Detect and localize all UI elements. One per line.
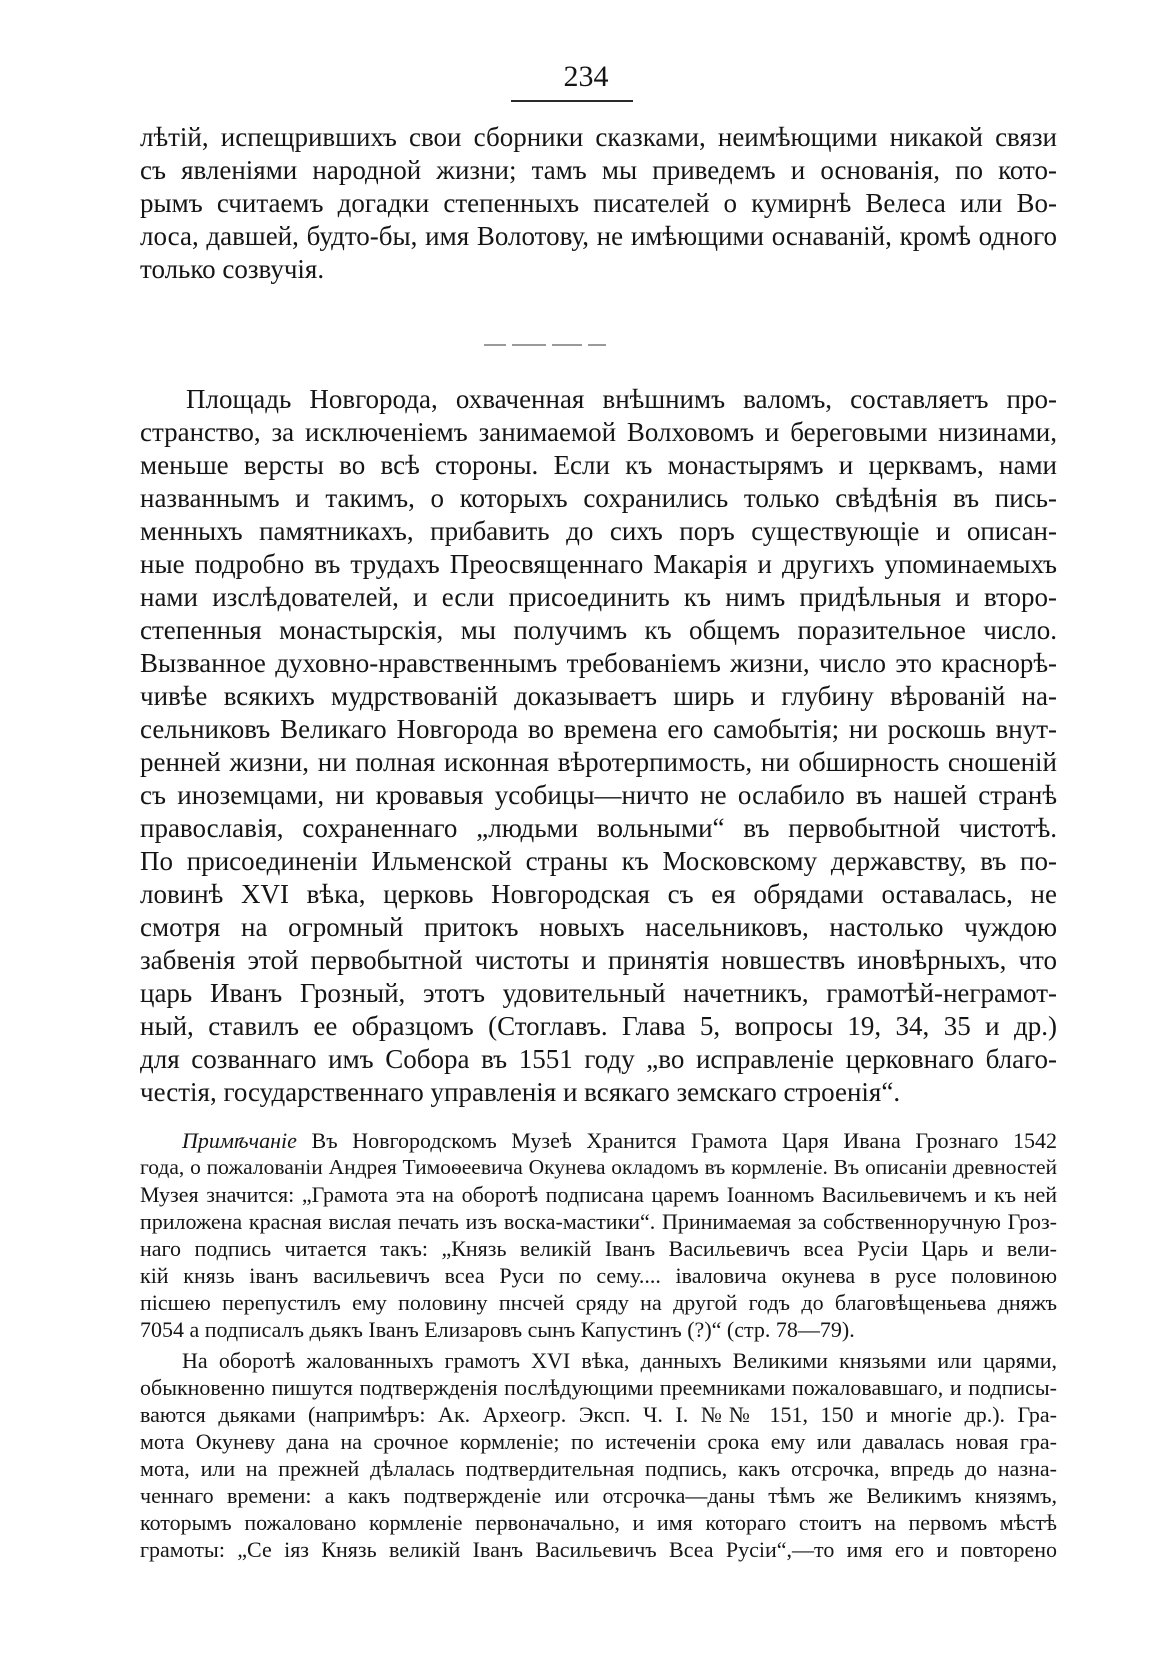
text-line: только созвучія. [140, 254, 325, 284]
footnote-line: которымъ пожаловано кормленіе первоначально, и имя котораго стоитъ на первомъ мѣстѣ [140, 1510, 1057, 1535]
text-line: ные подробно въ трудахъ Преосвященнаго Макарія и другихъ упоминаемыхъ [140, 549, 1057, 579]
footnote-line: года, о пожалованіи Андрея Тимоѳеевича Окунева окладомъ въ кормленіе. Въ описаніи древностей [140, 1155, 1057, 1179]
text-line: забвенія этой первобытной чистоты и принятія новшествъ иновѣрныхъ, что [140, 945, 1057, 975]
text-line: православія, сохраненнаго „людьми вольными“ въ первобытной чистотѣ. [140, 813, 1057, 843]
footnote-line: 7054 а подписалъ дьякъ Іванъ Елизаровъ сынъ Капустинъ (?)“ (стр. 78—79). [140, 1317, 855, 1342]
text-line: ренней жизни, ни полная исконная вѣротерпимость, ни обширность сношеній [140, 747, 1057, 777]
text-line: рымъ считаемъ догадки степенныхъ писателей о кумирнѣ Велеса или Во- [140, 188, 1057, 218]
text-line: Вызванное духовно-нравственнымъ требованіемъ жизни, число это краснорѣ- [140, 648, 1057, 678]
text-line: съ иноземцами, ни кровавыя усобицы—ничто не ослабило въ нашей странѣ [140, 780, 1057, 810]
text-line: честія, государственнаго управленія и всякаго земскаго строенія“. [140, 1077, 901, 1107]
text-line: названнымъ и такимъ, о которыхъ сохранились только свѣдѣнія въ пись- [140, 483, 1057, 513]
text-line: нами изслѣдователей, и если присоединить къ нимъ придѣльныя и второ- [140, 582, 1057, 612]
text-line: лоса, давшей, будто-бы, имя Волотову, не имѣющими оснаваній, кромѣ одного [140, 221, 1057, 251]
footnote-label: Примѣчаніе [182, 1128, 297, 1153]
footnote-line: грамоты: „Се іяз Князь великій Іванъ Васильевичъ Всеа Русіи“,—то имя его и повторено [140, 1537, 1057, 1562]
text-line: Площадь Новгорода, охваченная внѣшнимъ валомъ, составляетъ про- [186, 384, 1057, 414]
text-line: царь Иванъ Грозный, этотъ удовительный начетникъ, грамотѣй-неграмот- [140, 978, 1057, 1008]
text-line: лѣтій, испещрившихъ свои сборники сказками, неимѣющими никакой связи [140, 122, 1057, 152]
footnote-line: мота, или на прежней дѣлалась подтвердительная подпись, какъ отсрочка, впредь до назна- [140, 1456, 1057, 1481]
footnote-line: ваются дьяками (напримѣръ: Ак. Археогр. Эксп. Ч. I. №№ 151, 150 и многіе др.). Гра- [140, 1402, 1057, 1427]
footnote-line: кій князь іванъ васильевичъ всеа Руси по сему.... іваловича окунева в русе половиною [140, 1263, 1057, 1288]
footnote-line: обыкновенно пишутся подтвержденія послѣдующими преемниками пожаловавшаго, и подписы- [140, 1375, 1057, 1400]
text-line: для созваннаго имъ Собора въ 1551 году „во исправленіе церковнаго благо- [140, 1044, 1057, 1074]
footnote-line: На оборотѣ жалованныхъ грамотъ XVI вѣка, данныхъ Великими князьями или царями, [182, 1348, 1057, 1373]
footnote-line: наго подпись читается такъ: „Князь великій Іванъ Васильевичъ всеа Русіи Царь и вели- [140, 1236, 1057, 1261]
text-line: съ явленіями народной жизни; тамъ мы приведемъ и основанія, по кото- [140, 155, 1057, 185]
text-line: чивѣе всякихъ мудрствованій доказываетъ ширь и глубину вѣрованій на- [140, 681, 1057, 711]
text-line: смотря на огромный притокъ новыхъ насельниковъ, настолько чуждою [140, 912, 1057, 942]
text-line: ловинѣ XVI вѣка, церковь Новгородская съ ея обрядами оставалась, не [140, 879, 1057, 909]
footnote-line: ченнаго времени: а какъ подтвержденіе или отсрочка—даны тѣмъ же Великимъ князямъ, [140, 1483, 1057, 1508]
text-line: меньше версты во всѣ стороны. Если къ монастырямъ и церквамъ, нами [140, 450, 1057, 480]
footnote-first-line [182, 1128, 1057, 1154]
footnote-line: Музея значится: „Грамота эта на оборотѣ подписана царемъ Іоанномъ Васильевичемъ и къ ней [140, 1182, 1057, 1207]
text-line: сельниковъ Великаго Новгорода во времена его самобытія; ни роскошь внут- [140, 714, 1057, 744]
footnote-text: Въ Новгородскомъ Музеѣ Хранится Грамота Царя Ивана Грознаго 1542 [311, 1128, 1058, 1153]
section-separator [0, 340, 1172, 350]
text-line: странство, за исключеніемъ занимаемой Волховомъ и береговыми низинами, [140, 417, 1057, 447]
footnote-line: приложена красная вислая печать изъ воска-мастики“. Принимаемая за собственноручную Гроз- [140, 1209, 1057, 1234]
footnote-line: мота Окуневу дана на срочное кормленіе; по истеченіи срока ему или давалась новая гра- [140, 1429, 1057, 1454]
text-line: степенныя монастырскія, мы получимъ къ общемъ поразительное число. [140, 615, 1057, 645]
text-line: менныхъ памятникахъ, прибавить до сихъ поръ существующіе и описан- [140, 516, 1057, 546]
page-number: 234 [563, 60, 609, 93]
footnote-line: пісшею перепустилъ ему половину пнсчей сряду на другой годъ до благовѣщеньева дняжъ [140, 1290, 1057, 1315]
text-line: По присоединеніи Ильменской страны къ Московскому державству, въ по- [140, 846, 1057, 876]
page-number-rule [511, 100, 633, 102]
text-line: ный, ставилъ ее образцомъ (Стоглавъ. Глава 5, вопросы 19, 34, 35 и др.) [140, 1011, 1057, 1041]
